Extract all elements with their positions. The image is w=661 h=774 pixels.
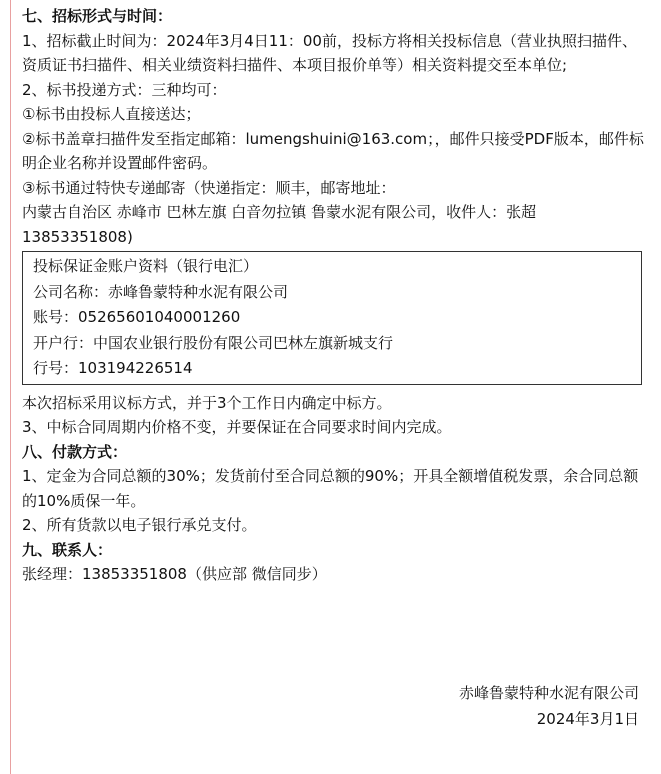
section-7-price-term: 3、中标合同周期内价格不变，并要保证在合同要求时间内完成。	[22, 418, 452, 436]
deposit-company-name: 公司名称：赤峰鲁蒙特种水泥有限公司	[33, 282, 289, 301]
section-9-contact: 张经理：13853351808（供应部 微信同步）	[22, 565, 327, 583]
section-7-bidding-method: 本次招标采用议标方式，并于3个工作日内确定中标方。	[22, 393, 392, 412]
delivery-method-3: ③标书通过特快专递邮寄（快递指定：顺丰，邮寄地址：	[22, 178, 396, 197]
signature-company: 赤峰鲁蒙特种水泥有限公司	[458, 684, 639, 702]
left-margin-rule	[10, 0, 11, 774]
signature-date: 2024年3月1日	[536, 710, 639, 728]
deposit-bank-code: 行号：103194226514	[33, 359, 193, 377]
section-7-deadline: 1、招标截止时间为：2024年3月4日11：00前，投标方将相关投标信息（营业执照扫描件、资质证书扫描件、相关业绩资料扫描件、本项目报价单等）相关资料提交至本单位;	[22, 31, 637, 74]
mailing-address: 内蒙古自治区 赤峰市 巴林左旗 白音勿拉镇 鲁蒙水泥有限公司，收件人：张超 13853351808)	[22, 203, 537, 246]
deposit-box-title: 投标保证金账户资料（银行电汇）	[33, 257, 259, 275]
section-8-payment-method: 2、所有货款以电子银行承兑支付。	[22, 516, 257, 534]
section-8-payment-terms: 1、定金为合同总额的30%；发货前付至合同总额的90%；开具全额增值税发票，余合同总额的10%质保一年。	[22, 467, 639, 510]
deposit-account-box	[22, 251, 642, 385]
section-7-delivery-methods: 2、标书投递方式：三种均可：	[22, 80, 227, 99]
section-8-heading: 八、付款方式：	[22, 442, 128, 461]
document-body	[22, 4, 644, 587]
delivery-method-1: ①标书由投标人直接送达；	[22, 105, 201, 123]
section-7-heading: 七、招标形式与时间：	[22, 7, 173, 25]
deposit-bank-name: 开户行：中国农业银行股份有限公司巴林左旗新城支行	[33, 333, 394, 352]
signature-block	[459, 680, 639, 732]
deposit-account-number: 账号：05265601040001260	[33, 308, 241, 326]
delivery-method-2: ②标书盖章扫描件发至指定邮箱：lumengshuini@163.com；，邮件只接受PDF版本，邮件标明企业名称并设置邮件密码。	[22, 129, 644, 172]
section-9-heading: 九、联系人：	[22, 540, 113, 559]
